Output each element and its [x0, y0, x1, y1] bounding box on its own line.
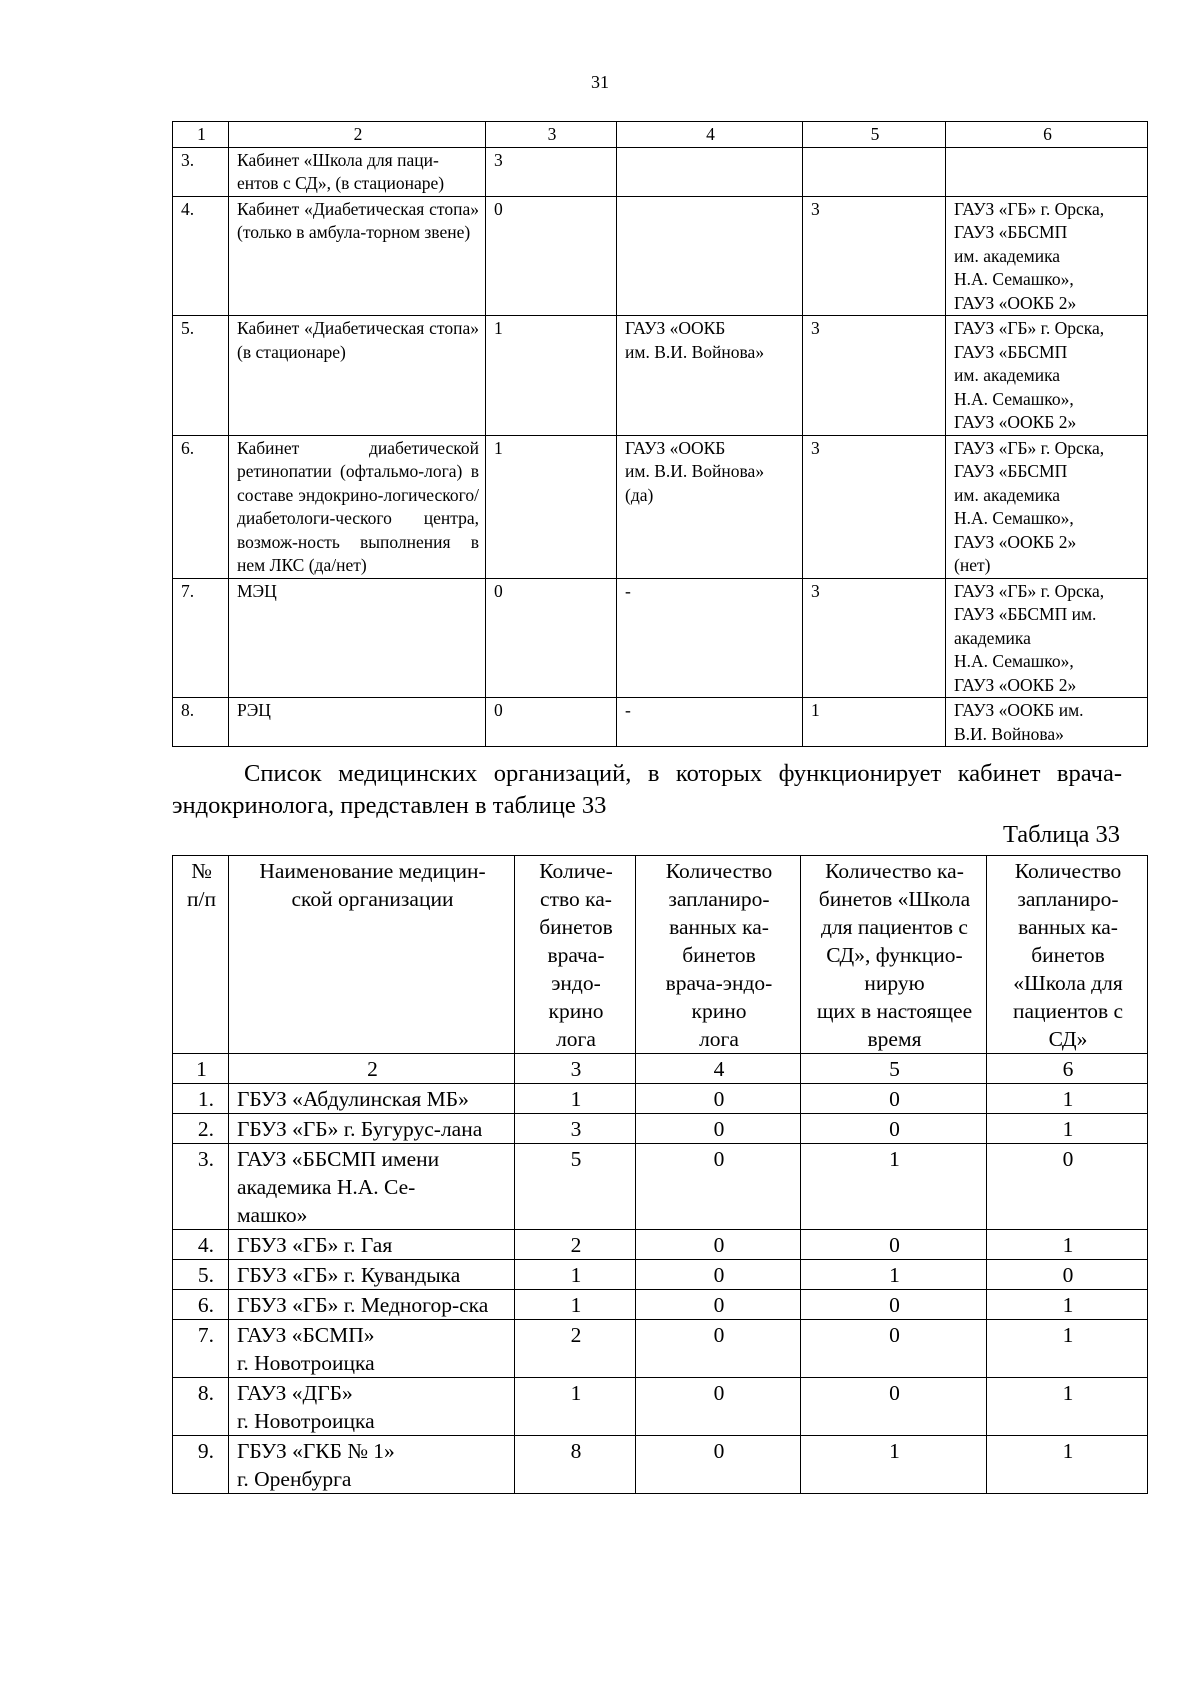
organization-name: ГБУЗ «ГБ» г. Медногор-ска [229, 1290, 515, 1320]
cell-value: 1 [987, 1290, 1148, 1320]
cell-value: 2 [515, 1230, 636, 1260]
table-row [173, 1260, 1148, 1290]
header-cell: 2 [229, 122, 486, 148]
cabinet-name: Кабинет «Диабетическая стопа» (в стационаре) [229, 316, 486, 436]
table-row [173, 578, 1148, 698]
table-row [173, 1114, 1148, 1144]
column-number: 4 [636, 1054, 801, 1084]
row-number: 4. [173, 196, 229, 316]
table-row [173, 1436, 1148, 1494]
organization-name: ГАУЗ «ДГБ» г. Новотроицка [229, 1378, 515, 1436]
cell-value: 0 [636, 1084, 801, 1114]
cell-value: 1 [987, 1114, 1148, 1144]
cell-value: 1 [515, 1290, 636, 1320]
cell-orgs: ГАУЗ «ГБ» г. Орска, ГАУЗ «ББСМП им. академика Н.А. Семашко», ГАУЗ «ООКБ 2» (нет) [946, 435, 1148, 578]
table-row [173, 1084, 1148, 1114]
header-cell: 4 [617, 122, 803, 148]
table-row [173, 147, 1148, 196]
cell-count: 1 [486, 435, 617, 578]
cell-value: 1 [515, 1084, 636, 1114]
cell-value: 2 [515, 1320, 636, 1378]
header-cell: Количе- ство ка- бинетов врача- эндо- крино лога [515, 856, 636, 1054]
organization-name: ГБУЗ «ГБ» г. Гая [229, 1230, 515, 1260]
header-cell: № п/п [173, 856, 229, 1054]
table-row [173, 1144, 1148, 1230]
column-number: 5 [801, 1054, 987, 1084]
cell-orgs: ГАУЗ «ГБ» г. Орска, ГАУЗ «ББСМП им. академика Н.А. Семашко», ГАУЗ «ООКБ 2» [946, 196, 1148, 316]
cell-value: 0 [636, 1320, 801, 1378]
table-row [173, 698, 1148, 747]
table-row [173, 1320, 1148, 1378]
organization-name: ГАУЗ «БСМП» г. Новотроицка [229, 1320, 515, 1378]
cell-value: 0 [801, 1320, 987, 1378]
table-caption: Таблица 33 [1002, 821, 1120, 848]
cabinet-name: Кабинет «Диабетическая стопа» (только в амбула-торном звене) [229, 196, 486, 316]
table-row [173, 1230, 1148, 1260]
table-row [173, 316, 1148, 436]
cell-count [803, 147, 946, 196]
organization-name: ГБУЗ «ГБ» г. Кувандыка [229, 1260, 515, 1290]
cell-value: 0 [636, 1290, 801, 1320]
row-number: 7. [173, 1320, 229, 1378]
cell-count: 3 [486, 147, 617, 196]
row-number: 5. [173, 316, 229, 436]
organization-name: ГАУЗ «ББСМП имени академика Н.А. Се- машко» [229, 1144, 515, 1230]
header-cell: Количество запланиро- ванных ка- бинетов врача-эндо- крино лога [636, 856, 801, 1054]
row-number: 2. [173, 1114, 229, 1144]
cell-org: ГАУЗ «ООКБ им. В.И. Войнова» (да) [617, 435, 803, 578]
cell-value: 0 [636, 1114, 801, 1144]
header-cell: 1 [173, 122, 229, 148]
cell-value: 0 [801, 1378, 987, 1436]
row-number: 9. [173, 1436, 229, 1494]
organization-name: ГБУЗ «Абдулинская МБ» [229, 1084, 515, 1114]
cell-count: 3 [803, 196, 946, 316]
cell-value: 5 [515, 1144, 636, 1230]
cell-value: 0 [801, 1230, 987, 1260]
row-number: 6. [173, 1290, 229, 1320]
row-number: 3. [173, 147, 229, 196]
cell-value: 0 [801, 1084, 987, 1114]
cell-count: 3 [803, 435, 946, 578]
cell-value: 0 [636, 1144, 801, 1230]
header-cell: Количество запланиро- ванных ка- бинетов «Школа для пациентов с СД» [987, 856, 1148, 1054]
cabinet-name: Кабинет «Школа для паци- ентов с СД», (в стационаре) [229, 147, 486, 196]
cell-value: 0 [636, 1436, 801, 1494]
cell-count: 3 [803, 578, 946, 698]
header-cell: 6 [946, 122, 1148, 148]
cell-count: 1 [803, 698, 946, 747]
header-cell: Наименование медицин- ской организации [229, 856, 515, 1054]
organization-name: ГБУЗ «ГБ» г. Бугурус-лана [229, 1114, 515, 1144]
cell-value: 1 [515, 1378, 636, 1436]
cell-org [617, 196, 803, 316]
cell-orgs: ГАУЗ «ООКБ им. В.И. Войнова» [946, 698, 1148, 747]
row-number: 5. [173, 1260, 229, 1290]
cell-org: - [617, 698, 803, 747]
column-number-row [173, 1054, 1148, 1084]
cabinet-name: РЭЦ [229, 698, 486, 747]
organization-name: ГБУЗ «ГКБ № 1» г. Оренбурга [229, 1436, 515, 1494]
cell-orgs: ГАУЗ «ГБ» г. Орска, ГАУЗ «ББСМП им. академика Н.А. Семашко», ГАУЗ «ООКБ 2» [946, 578, 1148, 698]
cell-value: 1 [987, 1378, 1148, 1436]
row-number: 8. [173, 1378, 229, 1436]
row-number: 4. [173, 1230, 229, 1260]
table-row [173, 435, 1148, 578]
cell-org [617, 147, 803, 196]
column-number: 1 [173, 1054, 229, 1084]
header-cell: Количество ка- бинетов «Школа для пациентов с СД», функцио- нирую щих в настоящее время [801, 856, 987, 1054]
cell-orgs [946, 147, 1148, 196]
table-row [173, 1378, 1148, 1436]
cell-value: 1 [801, 1260, 987, 1290]
cell-value: 1 [515, 1260, 636, 1290]
table-row [173, 196, 1148, 316]
cell-value: 0 [987, 1144, 1148, 1230]
cell-org: - [617, 578, 803, 698]
table-cabinets-continued [172, 121, 1148, 747]
column-number: 2 [229, 1054, 515, 1084]
cell-count: 3 [803, 316, 946, 436]
table-header-row [173, 856, 1148, 1054]
cabinet-name: МЭЦ [229, 578, 486, 698]
row-number: 6. [173, 435, 229, 578]
cell-orgs: ГАУЗ «ГБ» г. Орска, ГАУЗ «ББСМП им. академика Н.А. Семашко», ГАУЗ «ООКБ 2» [946, 316, 1148, 436]
column-number: 3 [515, 1054, 636, 1084]
cell-value: 0 [801, 1290, 987, 1320]
cell-count: 0 [486, 578, 617, 698]
cell-value: 3 [515, 1114, 636, 1144]
row-number: 7. [173, 578, 229, 698]
table-33 [172, 855, 1148, 1494]
body-paragraph: Список медицинских организаций, в которых функционирует кабинет врача-эндокринолога, представлен в таблице 33 [172, 760, 1122, 819]
cell-value: 0 [987, 1260, 1148, 1290]
cell-value: 0 [636, 1230, 801, 1260]
cell-count: 0 [486, 698, 617, 747]
cell-value: 1 [801, 1436, 987, 1494]
cell-value: 1 [987, 1436, 1148, 1494]
row-number: 8. [173, 698, 229, 747]
cell-count: 1 [486, 316, 617, 436]
row-number: 1. [173, 1084, 229, 1114]
cell-value: 1 [987, 1084, 1148, 1114]
cell-value: 0 [801, 1114, 987, 1144]
cell-count: 0 [486, 196, 617, 316]
cell-value: 0 [636, 1378, 801, 1436]
table-row [173, 1290, 1148, 1320]
cell-value: 8 [515, 1436, 636, 1494]
cabinet-name: Кабинет диабетической ретинопатии (офтальмо-лога) в составе эндокрино-логического/диабетологи-ческого центра, возмож-ность выполнения в нем ЛКС (да/нет) [229, 435, 486, 578]
cell-value: 1 [801, 1144, 987, 1230]
cell-value: 1 [987, 1230, 1148, 1260]
column-number: 6 [987, 1054, 1148, 1084]
header-cell: 3 [486, 122, 617, 148]
table-header-row [173, 122, 1148, 148]
page-number: 31 [591, 72, 609, 92]
cell-org: ГАУЗ «ООКБ им. В.И. Войнова» [617, 316, 803, 436]
cell-value: 0 [636, 1260, 801, 1290]
cell-value: 1 [987, 1320, 1148, 1378]
row-number: 3. [173, 1144, 229, 1230]
header-cell: 5 [803, 122, 946, 148]
